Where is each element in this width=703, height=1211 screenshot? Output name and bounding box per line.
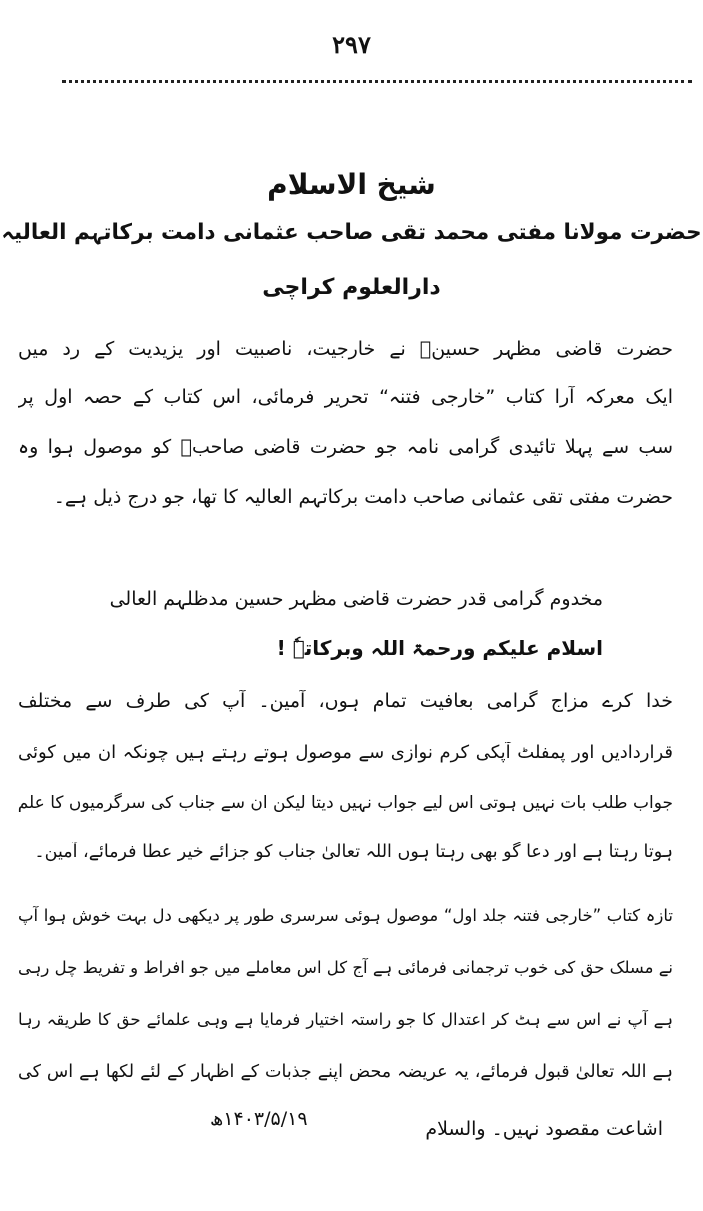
letter-line: جواب طلب بات نہیں ہوتی اس لیے جواب نہیں دیتا لیکن ان سے جناب کی سرگرمیوں کا علم <box>18 793 673 813</box>
letter-line: ہے اللہ تعالیٰ قبول فرمائے، یہ عریضہ محض اپنے جذبات کے اظہار کے لئے لکھا ہے اس کی <box>18 1062 673 1082</box>
intro-line: سب سے پہلا تائیدی گرامی نامہ جو حضرت قاضی صاحبؒ کو موصول ہوا وہ <box>18 436 673 458</box>
page-number: ۲۹۷ <box>332 30 371 59</box>
dotted-divider <box>62 80 692 83</box>
heading-name: حضرت مولانا مفتی محمد تقی صاحب عثمانی دامت برکاتہم العالیہ <box>1 220 702 245</box>
letter-greeting: اسلام علیکم ورحمۃ اللہ وبرکاتہٗ ! <box>276 636 603 660</box>
letter-line: قراردادیں اور پمفلٹ آپکی کرم نوازی سے موصول ہوتے رہتے ہیں چونکہ ان میں کوئی <box>18 742 673 763</box>
letter-line: نے مسلک حق کی خوب ترجمانی فرمائی ہے آج کل اس معاملے میں جو افراط و تفریط چل رہی <box>18 958 673 977</box>
letter-line: خدا کرے مزاج گرامی بعافیت تمام ہوں، آمین۔ آپ کی طرف سے مختلف <box>18 690 673 712</box>
letter-line: ہے آپ نے اس سے ہٹ کر اعتدال کا جو راستہ اختیار فرمایا ہے وہی علمائے حق کا طریقہ رہا <box>18 1010 673 1029</box>
heading-title: شیخ الاسلام <box>267 168 436 201</box>
letter-date: ۱۴۰۳/۵/۱۹ھ <box>210 1108 308 1130</box>
letter-address: مخدوم گرامی قدر حضرت قاضی مظہر حسین مدظلہم العالی <box>109 588 603 610</box>
intro-line: ایک معرکہ آرا کتاب ”خارجی فتنہ“ تحریر فرمائی، اس کتاب کے حصہ اول پر <box>18 386 673 408</box>
letter-line: ہوتا رہتا ہے اور دعا گو بھی رہتا ہوں اللہ تعالیٰ جناب کو جزائے خیر عطا فرمائے، آمین۔ <box>34 842 673 862</box>
intro-line: حضرت قاضی مظہر حسینؒ نے خارجیت، ناصبیت اور یزیدیت کے رد میں <box>18 338 673 360</box>
heading-institution: دارالعلوم کراچی <box>262 275 441 300</box>
letter-line: تازہ کتاب ”خارجی فتنہ جلد اول“ موصول ہوئی سرسری طور پر دیکھی دل بہت خوش ہوا آپ <box>18 906 673 925</box>
intro-line: حضرت مفتی تقی عثمانی صاحب دامت برکاتہم العالیہ کا تھا، جو درج ذیل ہے۔ <box>53 486 673 508</box>
letter-closing: اشاعت مقصود نہیں۔ والسلام <box>425 1118 663 1140</box>
